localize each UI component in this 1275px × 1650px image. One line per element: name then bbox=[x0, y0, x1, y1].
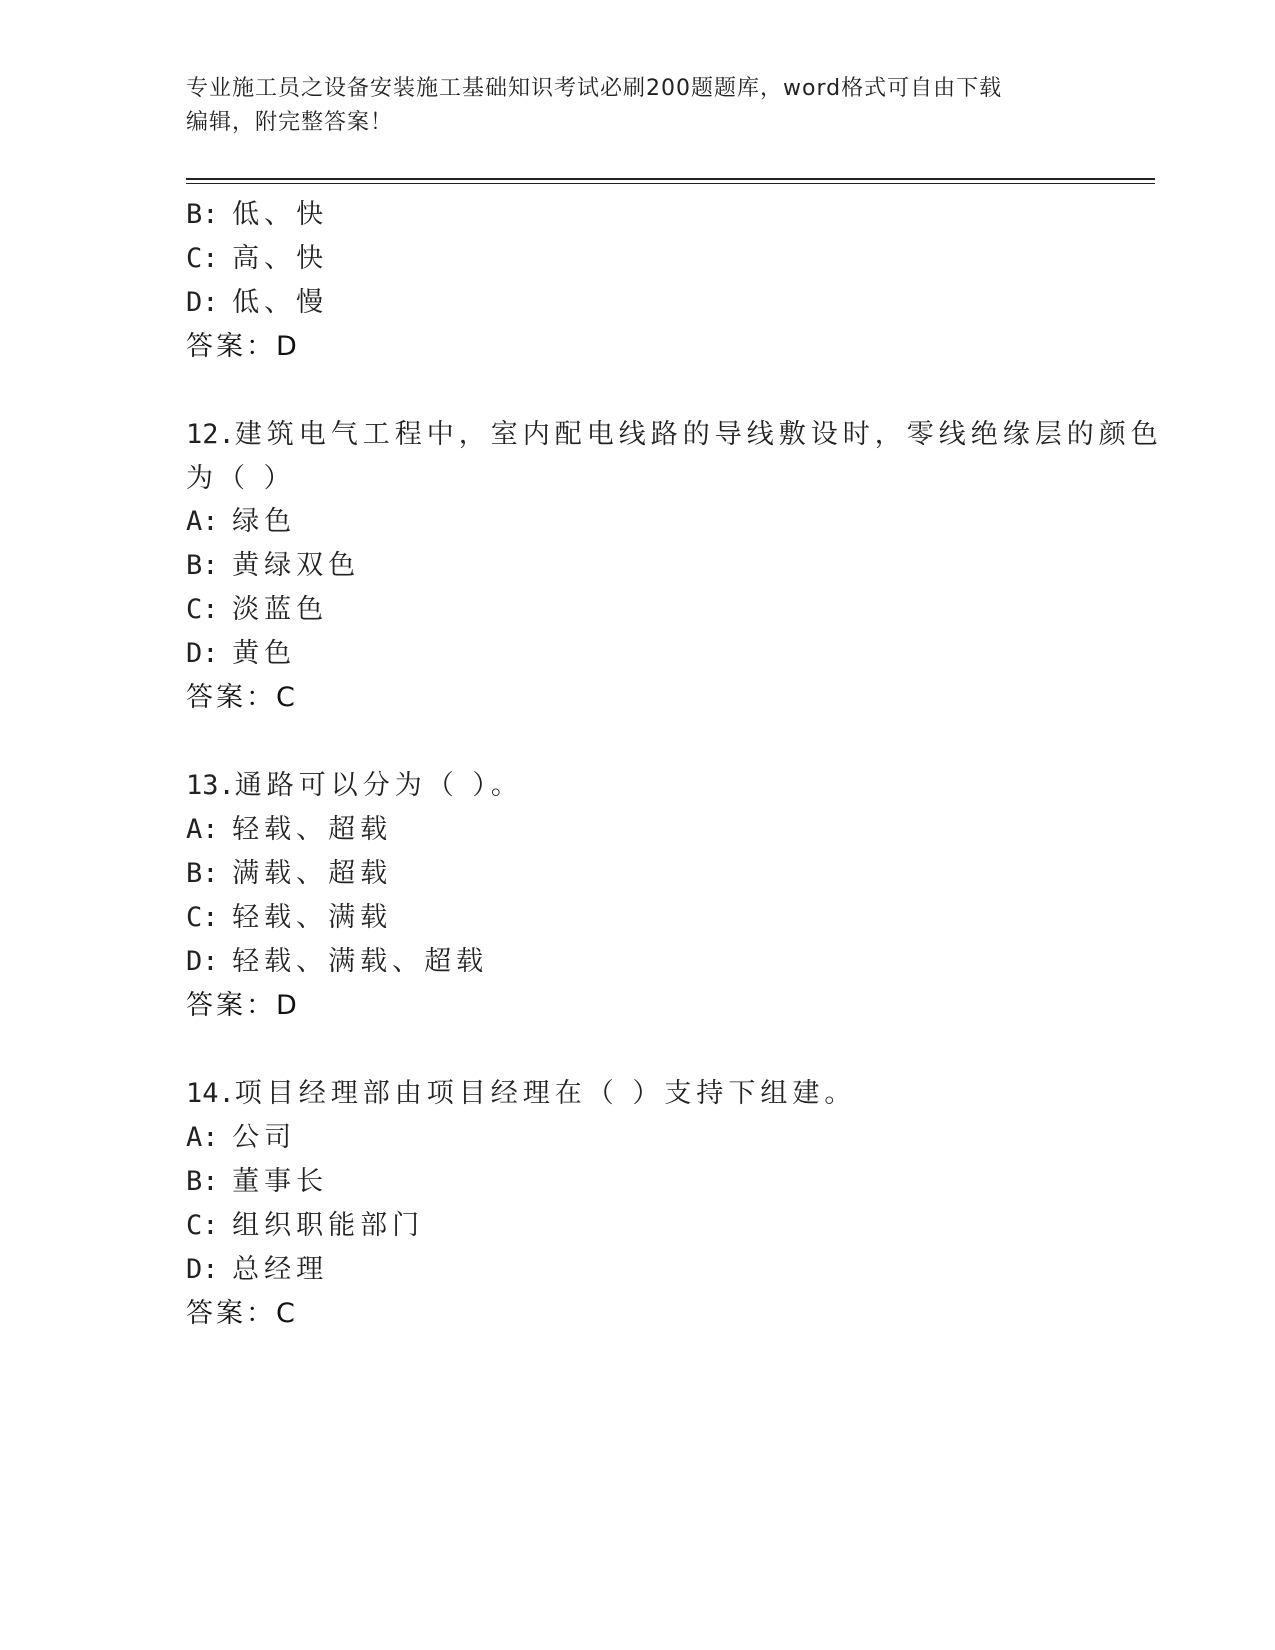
header-line-1: 专业施工员之设备安装施工基础知识考试必刷200题题库，word格式可自由下载 bbox=[186, 76, 1003, 101]
option-a: A: 轻载、超载 bbox=[186, 814, 393, 845]
answer: 答案：C bbox=[186, 682, 298, 713]
answer: 答案：D bbox=[186, 990, 300, 1021]
answer: 答案：D bbox=[186, 331, 300, 362]
option-b: B: 低、快 bbox=[186, 199, 329, 230]
header-line-2: 编辑，附完整答案！ bbox=[186, 110, 394, 135]
option-c: C: 轻载、满载 bbox=[186, 902, 393, 933]
option-c: C: 组织职能部门 bbox=[186, 1210, 425, 1241]
option-b: B: 董事长 bbox=[186, 1166, 329, 1197]
option-c: C: 高、快 bbox=[186, 243, 329, 274]
option-d: D: 低、慢 bbox=[186, 287, 329, 318]
option-c: C: 淡蓝色 bbox=[186, 594, 329, 625]
header-rule-thin bbox=[186, 183, 1155, 184]
option-a: A: 绿色 bbox=[186, 506, 297, 537]
option-d: D: 黄色 bbox=[186, 638, 297, 669]
option-b: B: 黄绿双色 bbox=[186, 550, 361, 581]
question-stem-cont: 为（ ） bbox=[186, 463, 296, 494]
question-stem: 13.通路可以分为（ ）。 bbox=[186, 770, 523, 801]
option-b: B: 满载、超载 bbox=[186, 858, 393, 889]
document-header bbox=[186, 72, 1086, 140]
question-stem: 12.建筑电气工程中，室内配电线路的导线敷设时，零线绝缘层的颜色 bbox=[186, 419, 1163, 450]
question-stem: 14.项目经理部由项目经理在（ ）支持下组建。 bbox=[186, 1078, 857, 1109]
option-a: A: 公司 bbox=[186, 1122, 297, 1153]
option-d: D: 总经理 bbox=[186, 1254, 329, 1285]
answer: 答案：C bbox=[186, 1298, 298, 1329]
header-rule-thick bbox=[186, 178, 1155, 180]
option-d: D: 轻载、满载、超载 bbox=[186, 946, 489, 977]
